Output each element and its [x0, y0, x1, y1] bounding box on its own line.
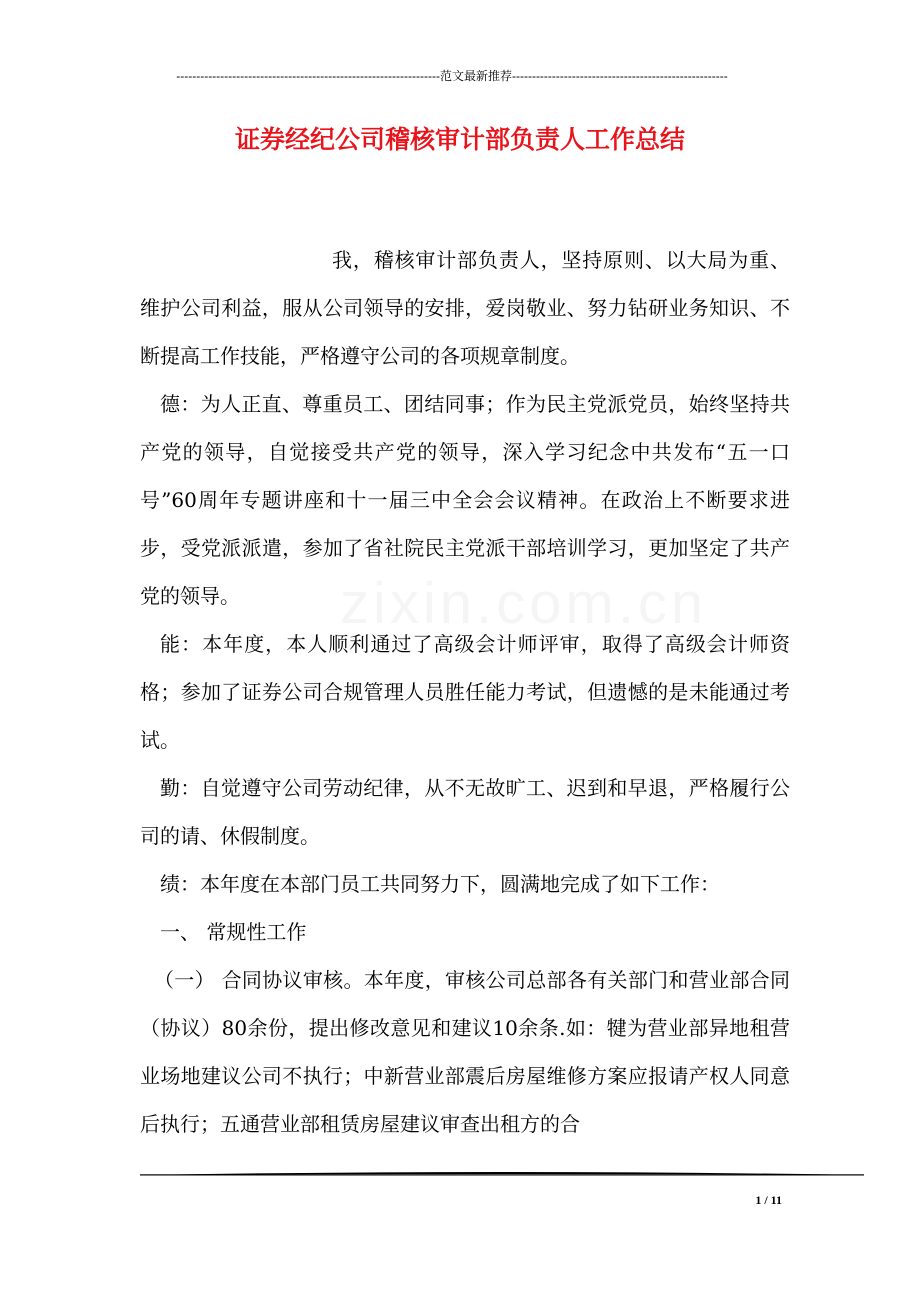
footer-rule	[140, 1170, 864, 1178]
watermark: zixin.com.cn	[340, 571, 708, 636]
paragraph-de: 德：为人正直、尊重员工、团结同事；作为民主党派党员，始终坚持共产党的领导，自觉接受共产党的领导，深入学习纪念中共发布“五一口号”60周年专题讲座和十一届三中全会会议精神。在政治上不断要求进步，受党派派遣，参加了省社院民主党派干部培训学习，更加坚定了共产党的领导。	[140, 392, 790, 608]
document-body	[140, 236, 790, 1148]
paragraph-contract-review: （一） 合同协议审核。本年度，审核公司总部各有关部门和营业部合同（协议）80余份，提出修改意见和建议10余条.如：犍为营业部异地租营业场地建议公司不执行；中新营业部震后房屋维修方案应报请产权人同意后执行；五通营业部租赁房屋建议审查出租方的合	[140, 968, 790, 1136]
paragraph-qin: 勤：自觉遵守公司劳动纪律，从不无故旷工、迟到和早退，严格履行公司的请、休假制度。	[140, 776, 790, 848]
paragraph-neng: 能：本年度，本人顺利通过了高级会计师评审，取得了高级会计师资格；参加了证券公司合规管理人员胜任能力考试，但遗憾的是未能通过考试。	[140, 632, 790, 752]
page-number: 1 / 11	[755, 1193, 782, 1207]
document-title: 证券经纪公司稽核审计部负责人工作总结	[234, 125, 685, 154]
paragraph-ji: 绩：本年度在本部门员工共同努力下，圆满地完成了如下工作：	[160, 872, 720, 896]
section-heading: 一、 常规性工作	[160, 920, 307, 944]
page-header: ------------------------------------------------------------------范文最新推荐------------------------------------------------------	[176, 69, 728, 83]
paragraph-intro: 我，稽核审计部负责人，坚持原则、以大局为重、维护公司利益，服从公司领导的安排，爱岗敬业、努力钻研业务知识、不断提高工作技能，严格遵守公司的各项规章制度。	[140, 248, 790, 368]
